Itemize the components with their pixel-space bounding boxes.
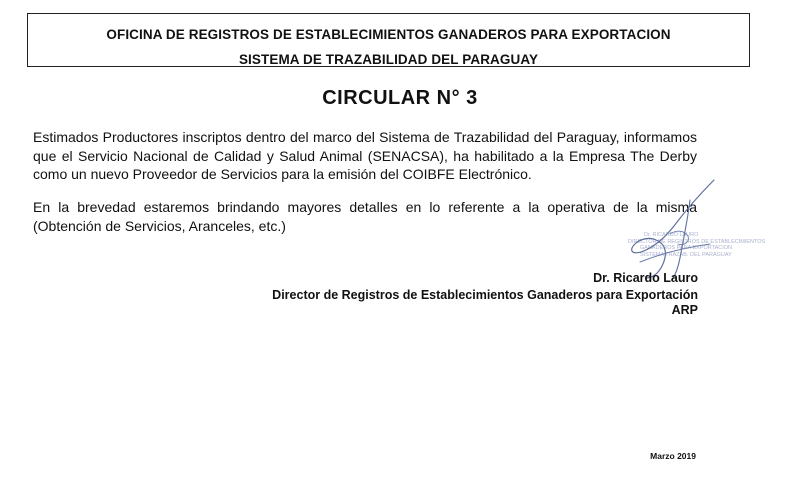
system-name: SISTEMA DE TRAZABILIDAD DEL PARAGUAY [238,52,539,67]
stamp-line: SISTEMA TRAZAB. DEL PARAGUAY [640,251,732,258]
body-paragraph-2: En la brevedad estaremos brindando mayores detalles en lo referente a la operativa de la misma (Obtención de Servicios, Aranceles, etc.) [33,199,697,234]
signer-role: Director de Registros de Establecimientos Ganaderos para Exportación [272,288,698,302]
circular-title: CIRCULAR N° 3 [322,87,478,109]
signer-organization: ARP [671,303,698,317]
stamp-line: GANADEROS PARA EXPORTACION [640,245,732,251]
body-paragraph-1: Estimados Productores inscriptos dentro del marco del Sistema de Trazabilidad del Paraguay, informamos que el Servicio Nacional de Calidad y Salud Animal (SENACSA), ha habilitado a la Empresa The Derby como un nuevo Proveedor de Servicios para la emisión del COIBFE Electrónico. [33,129,697,182]
document-date: Marzo 2019 [650,451,696,461]
stamp-line: DIRECTOR DE REGISTROS DE ESTABLECIMIENTOS [628,238,766,245]
handwritten-signature [600,174,730,284]
header-box [27,13,750,67]
signer-name: Dr. Ricardo Lauro [593,271,698,285]
office-name: OFICINA DE REGISTROS DE ESTABLECIMIENTOS GANADEROS PARA EXPORTACION [106,27,671,42]
stamp-line: Dr. RICARDO LAURO [644,232,699,238]
